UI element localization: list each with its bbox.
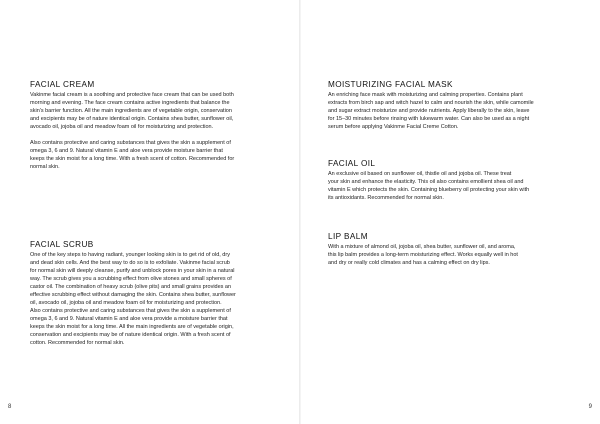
section-body	[328, 170, 593, 202]
section-title: FACIAL OIL	[328, 159, 376, 168]
text-line: keeps the skin moist for a long time. With a fresh scent of cotton. Recommended for	[30, 156, 235, 162]
moisturizing-facial-mask-section	[328, 80, 593, 131]
section-title: LIP BALM	[328, 232, 368, 241]
text-line: oil, avocado oil, jojoba oil and meadow foam oil for moisturizing and protection.	[30, 300, 222, 306]
lip-balm-section	[328, 232, 593, 267]
section-body	[328, 243, 593, 267]
facial-cream-section	[30, 80, 292, 171]
text-line: castor oil. The combination of heavy scrub (olive pits) and small grains provides an	[30, 284, 232, 290]
text-line: for normal skin will deeply cleanse, purify and unblock pores in your skin in a natural	[30, 268, 235, 274]
section-body	[328, 91, 593, 131]
section-title: FACIAL SCRUB	[30, 240, 94, 249]
text-line: cotton. Recommended for normal skin.	[30, 340, 125, 346]
text-line: and excipients may be of nature identical origin. Contains shea butter, sunflower oil,	[30, 116, 234, 122]
text-line: extracts from birch sap and witch hazel to calm and nourish the skin, while camomile	[328, 100, 534, 106]
text-line: morning and evening. The face cream contains active ingredients that balance the	[30, 100, 230, 106]
text-line: One of the key steps to having radiant, younger looking skin is to get rid of old, dry	[30, 252, 230, 258]
text-line: An exclusive oil based on sunflower oil, thistle oil and jojoba oil. These treat	[328, 171, 512, 177]
text-line: effective scrubbing effect without damaging the skin. Contains shea butter, sunflower	[30, 292, 236, 298]
facial-scrub-section	[30, 240, 292, 347]
page-number: 8	[8, 404, 12, 410]
text-line: avocado oil, jojoba oil and meadow foam oil for moisturizing and protection.	[30, 124, 214, 130]
text-line: omega 3, 6 and 9. Natural vitamin E and aloe vera provide moisture barrier that	[30, 148, 223, 154]
text-line: omega 3, 6 and 9. Natural vitamin E and aloe vera provide a moisture barrier that	[30, 316, 228, 322]
text-line: this lip balm provides a long-term moisturizing effect. Works equally well in hot	[328, 252, 518, 258]
section-title: FACIAL CREAM	[30, 80, 95, 89]
text-line: skin's barrier function. All the main ingredients are of vegetable origin, conservation	[30, 108, 232, 114]
text-line: Vakinme facial cream is a soothing and protective face cream that can be used both	[30, 92, 234, 98]
text-line: serum before applying Vakinme Facial Creme Cotton.	[328, 124, 459, 130]
text-line: your skin and enhance the elasticity. This oil also contains emollient shea oil and	[328, 179, 524, 185]
text-line: Also contains protective and caring substances that gives the skin a supplement of	[30, 308, 231, 314]
text-line: way. The scrub gives you a scrubbing effect from olive stones and small spheres of	[30, 276, 232, 282]
text-line: normal skin.	[30, 164, 60, 170]
section-body	[30, 251, 292, 347]
facial-oil-section	[328, 159, 593, 202]
text-line: conservation and excipients may be of nature identical origin. With a fresh scent of	[30, 332, 231, 338]
section-title: MOISTURIZING FACIAL MASK	[328, 80, 453, 89]
text-line: An enriching face mask with moisturizing and calming properties. Contains plant	[328, 92, 523, 98]
text-line: and sugar extract moisturize and provide nutrients. Apply liberally to the skin, leave	[328, 108, 530, 114]
text-line: its antioxidants. Recommended for normal skin.	[328, 195, 444, 201]
page-number: 9	[588, 404, 592, 410]
text-line: Also contains protective and caring substances that gives the skin a supplement of	[30, 140, 231, 146]
text-line: and dead skin cells. And the best way to do so is to exfoliate. Vakinme facial scrub	[30, 260, 230, 266]
text-line: With a mixture of almond oil, jojoba oil, shea butter, sunflower oil, and aroma,	[328, 244, 516, 250]
text-line: for 15–30 minutes before rinsing with lukewarm water. Can also be used as a night	[328, 116, 530, 122]
section-body	[30, 91, 292, 171]
right-page	[300, 0, 600, 424]
text-line: vitamin E which protects the skin. Containing blueberry oil protecting your skin with	[328, 187, 530, 193]
text-line: keeps the skin moist for a long time. All the main ingredients are of vegetable origin,	[30, 324, 234, 330]
paragraph-break	[30, 131, 292, 139]
text-line: and dry or really cold climates and has a calming effect on dry lips.	[328, 260, 490, 266]
